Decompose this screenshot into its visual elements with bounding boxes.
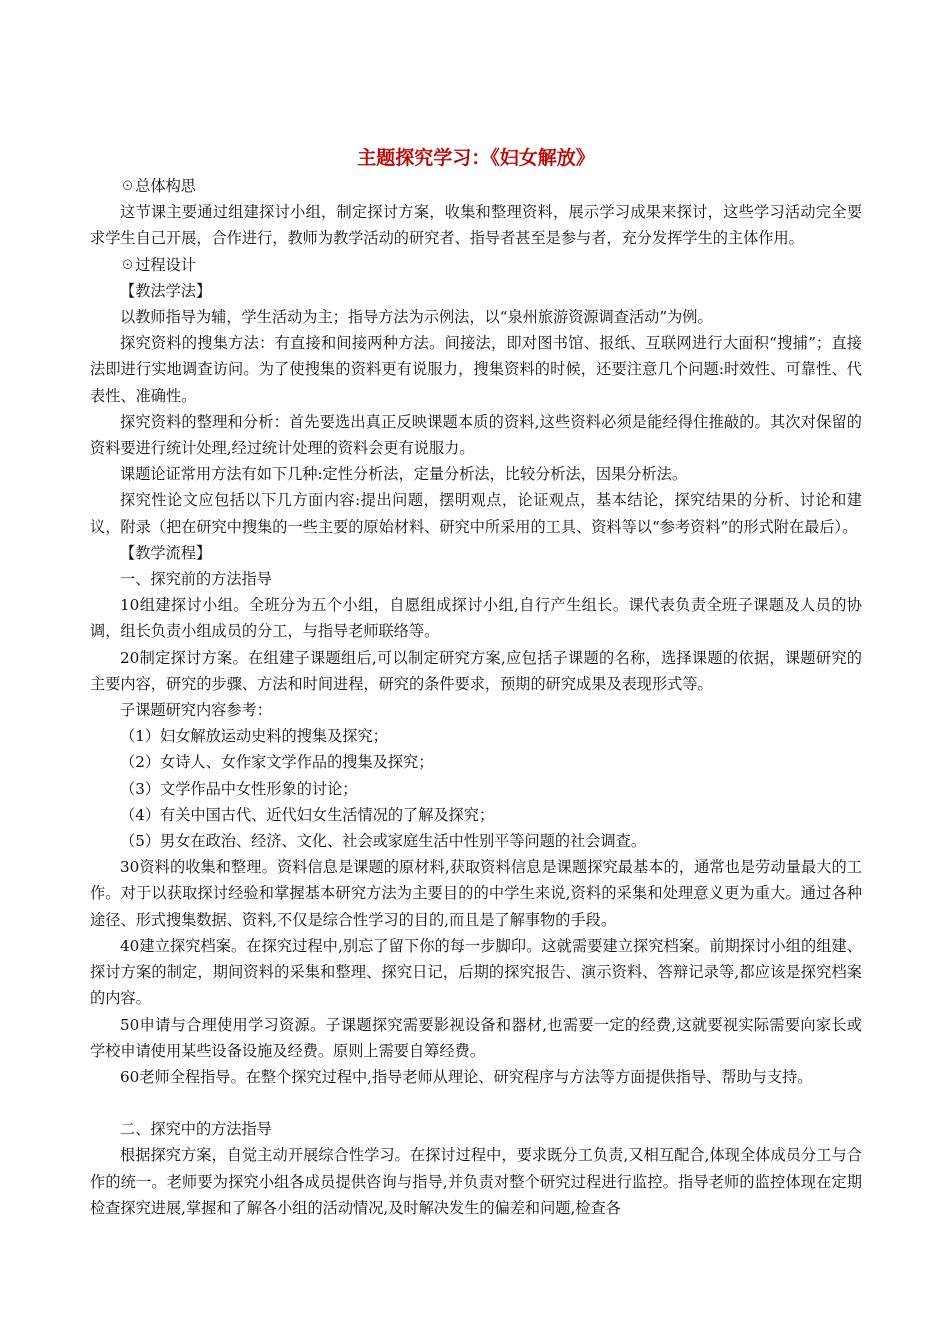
list-item: （3）文学作品中女性形象的讨论； [120,779,358,798]
list-item: （2）女诗人、女作家文学作品的搜集及探究； [120,753,434,772]
document-page [90,145,862,1221]
paragraph-during-inquiry: 根据探究方案，自觉主动开展综合性学习。在探讨过程中，要求既分工负责,又相互配合,体现全体成员分工与合作的统一。老师要为探究小组各成员提供咨询与指导,并负责对整个研究过程进行监控。指导老师的监控体现在定期检查探究进展,掌握和了解各小组的活动情况,及时解决发生的偏差和问题,检查各 [90,1146,862,1217]
paragraph-argument-methods: 课题论证常用方法有如下几种:定性分析法，定量分析法，比较分析法，因果分析法。 [120,465,688,484]
heading-before-inquiry: 一、探究前的方法指导 [120,570,272,589]
list-item: （1）妇女解放运动史料的搜集及探究； [120,727,388,746]
list-item: 30资料的收集和整理。资料信息是课题的原材料,获取资料信息是课题探究最基本的，通常也是劳动量最大的工作。对于以获取探讨经验和掌握基本研究方法为主要目的的中学生来说,资料的采集和处理意义更为重大。通过各种途径、形式搜集数据、资料,不仅是综合性学习的目的,而且是了解事物的手段。 [90,858,862,929]
document-title: 主题探究学习：《妇女解放》 [357,147,595,169]
list-item: 50申请与合理使用学习资源。子课题探究需要影视设备和器材,也需要一定的经费,这就要视实际需要向家长或学校申请使用某些设备设施及经费。原则上需要自筹经费。 [90,1015,862,1060]
list-item: （4）有关中国古代、近代妇女生活情况的了解及探究； [120,805,495,824]
heading-during-inquiry: 二、探究中的方法指导 [120,1120,272,1139]
heading-process-design: ☉过程设计 [120,255,196,274]
paragraph-subtopic-reference: 子课题研究内容参考： [120,701,272,720]
spacer [90,1090,862,1116]
heading-overall-concept: ☉总体构思 [120,177,196,195]
paragraph-analysis: 探究资料的整理和分析：首先要选出真正反映课题本质的资料,这些资料必须是能经得住推敲的。其次对保留的资料要进行统计处理,经过统计处理的资料会更有说服力。 [90,412,862,458]
list-item: 60老师全程指导。在整个探究过程中,指导老师从理论、研究程序与方法等方面提供指导、帮助与支持。 [120,1067,813,1086]
paragraph-paper-contents: 探究性论文应包括以下几方面内容:提出问题，摆明观点，论证观点，基本结论，探究结果的分析、讨论和建议，附录（把在研究中搜集的一些主要的原始材料、研究中所采用的工具、资料等以“参考资料”的形式附在最后）。 [90,491,862,536]
list-item: 40建立探究档案。在探究过程中,别忘了留下你的每一步脚印。这就需要建立探究档案。前期探讨小组的组建、探讨方案的制定，期间资料的采集和整理、探究日记，后期的探究报告、演示资料、答辩记录等,都应该是探究档案的内容。 [90,936,862,1008]
paragraph-guidance-method: 以教师指导为辅，学生活动为主；指导方法为示例法，以“泉州旅游资源调查活动”为例。 [120,308,713,327]
heading-teaching-methods: 【教法学法】 [120,281,212,300]
list-item: （5）男女在政治、经济、文化、社会或家庭生活中性别平等问题的社会调查。 [120,832,647,851]
heading-teaching-process: 【教学流程】 [120,543,212,562]
paragraph-collection-method: 探究资料的搜集方法：有直接和间接两种方法。间接法，即对图书馆、报纸、互联网进行大面积“搜捕”；直接法即进行实地调查访问。为了使搜集的资料更有说服力，搜集资料的时候，还要注意几个问题:时效性、可靠性、代表性、准确性。 [90,334,862,405]
list-item: 20制定探讨方案。在组建子课题组后,可以制定研究方案,应包括子课题的名称，选择课题的依据，课题研究的主要内容，研究的步骤、方法和时间进程，研究的条件要求，预期的研究成果及表现形式等。 [90,648,862,693]
list-item: 10组建探讨小组。全班分为五个小组，自愿组成探讨小组,自行产生组长。课代表负责全班子课题及人员的协调，组长负责小组成员的分工，与指导老师联络等。 [90,596,862,641]
paragraph-overall-concept: 这节课主要通过组建探讨小组，制定探讨方案，收集和整理资料，展示学习成果来探讨，这些学习活动完全要求学生自己开展，合作进行，教师为教学活动的研究者、指导者甚至是参与者，充分发挥学生的主体作用。 [90,203,862,248]
